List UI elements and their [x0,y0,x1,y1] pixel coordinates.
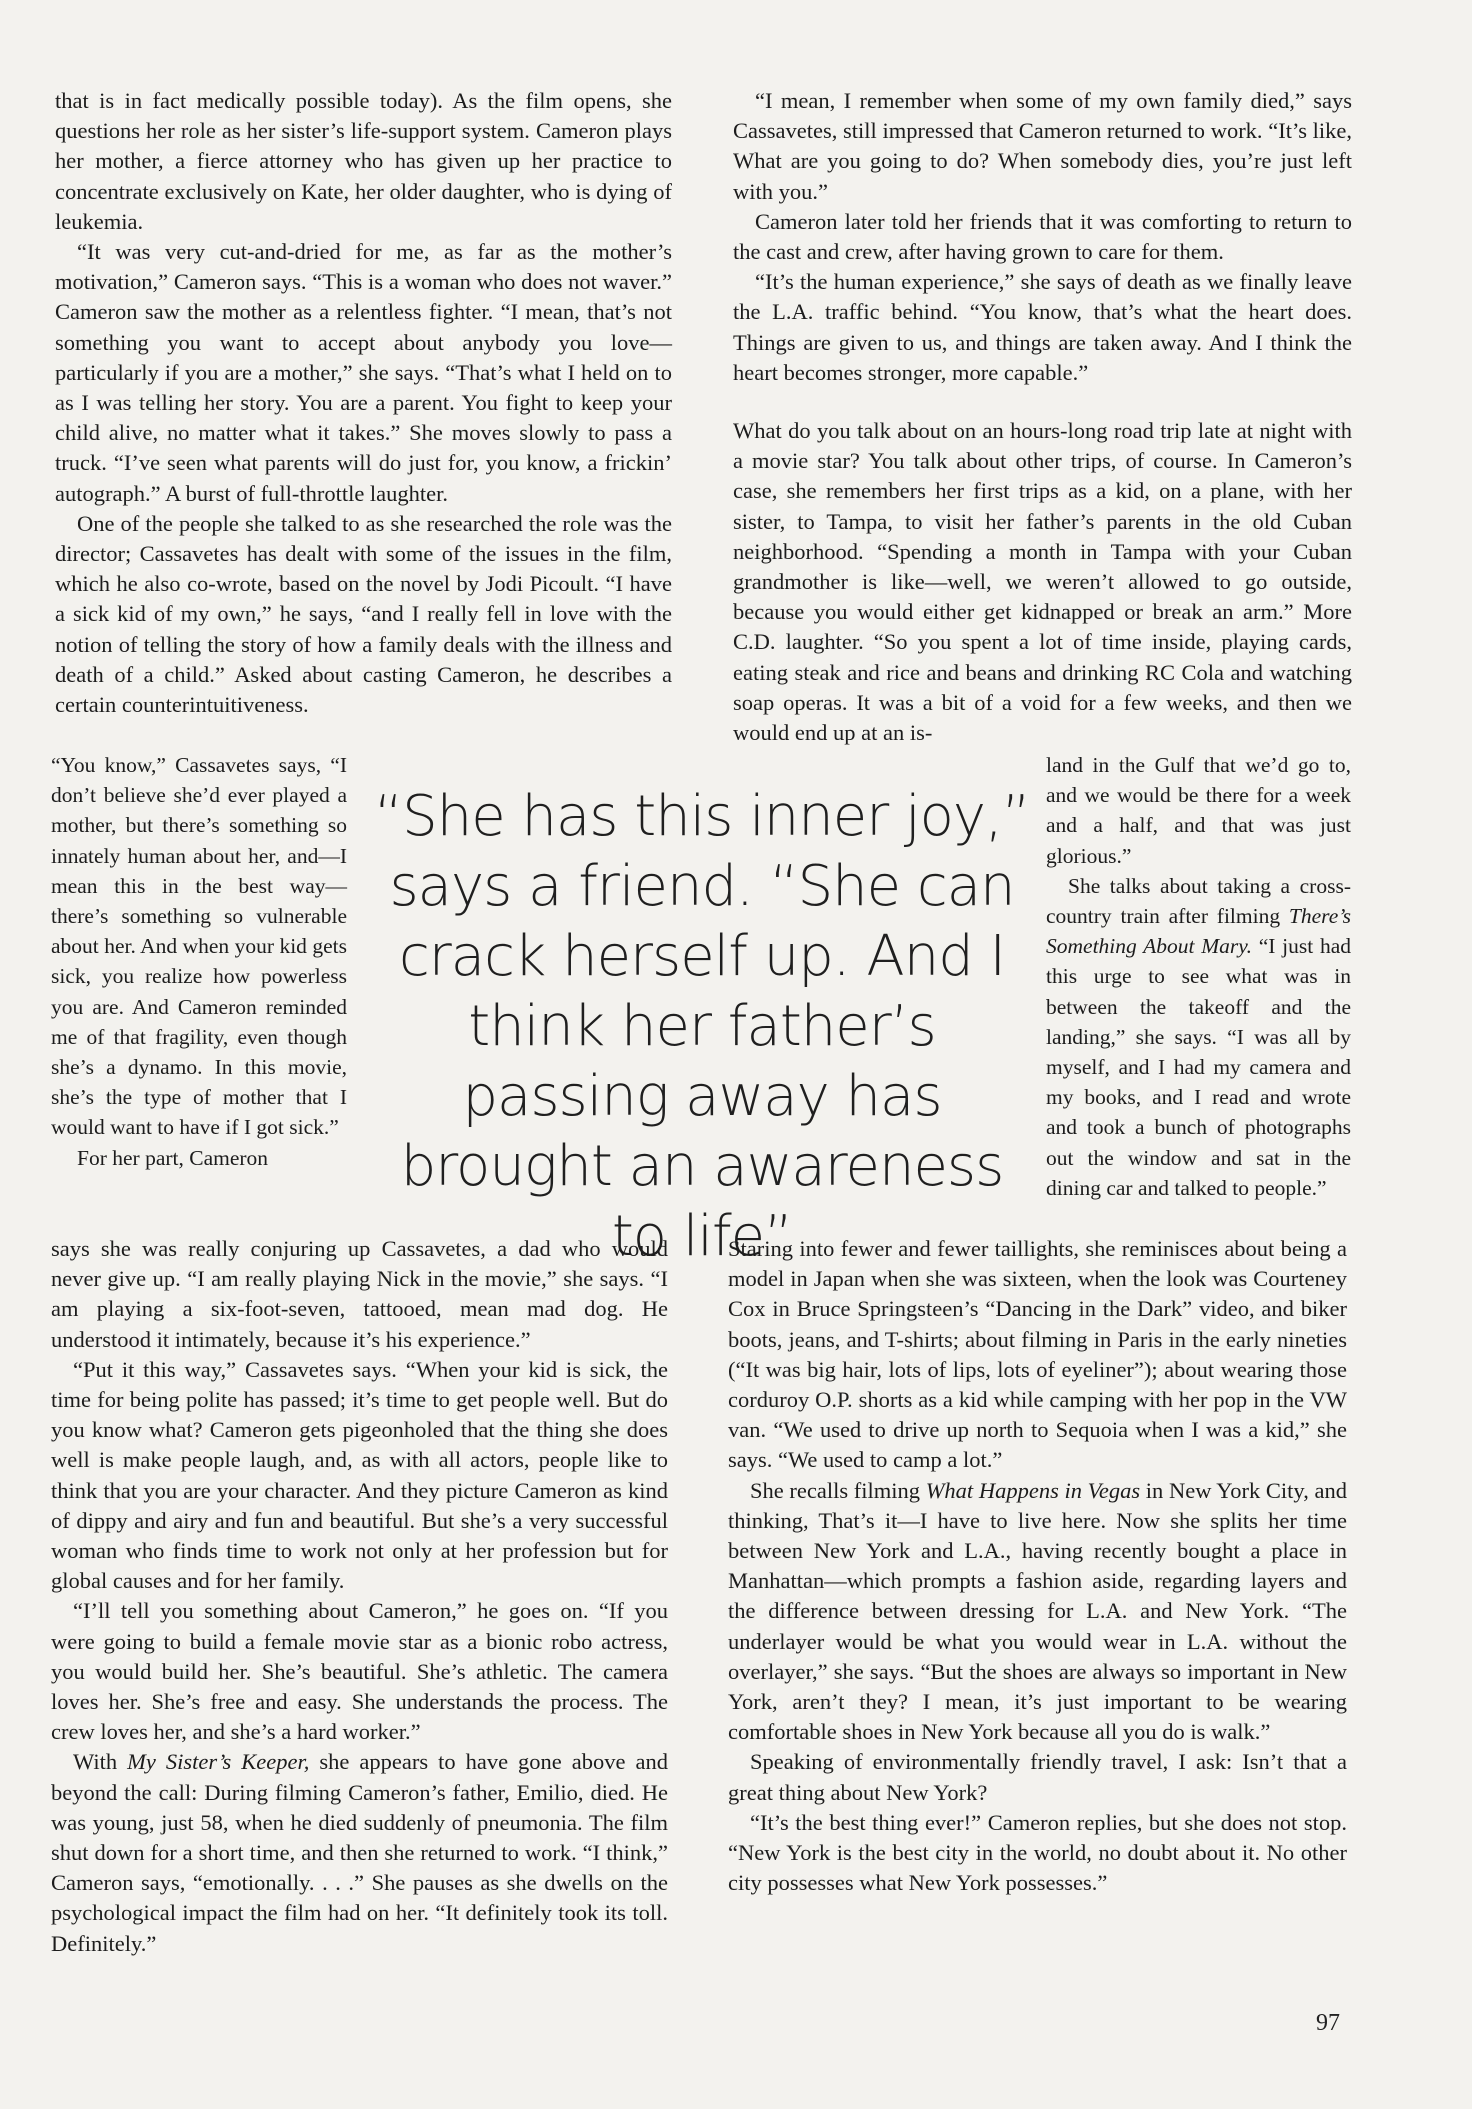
paragraph: “You know,” Cassavetes says, “I don’t believe she’d ever played a mother, but there’s something so innately human about her, and—I mean this in the best way—there’s something so vulnerable about her. And when your kid gets sick, you realize how powerless you are. And Cameron reminded me of that fragility, even though she’s a dynamo. In this movie, she’s the type of mother that I would want to have if I got sick.” [51,753,347,1140]
paragraph: What do you talk about on an hours-long road trip late at night with a movie star? You talk about other trips, of course. In Cameron’s case, she remembers her first trips as a kid, on a plane, with her sister, to Tampa, to visit her father’s parents in the old Cuban neighborhood. “Spending a month in Tampa with your Cuban grandmother is like—well, we weren’t allowed to go outside, because you would either get kidnapped or break an arm.” More C.D. laughter. “So you spent a lot of time inside, playing cards, eating steak and rice and beans and drinking RC Cola and watching soap operas. It was a bit of a void for a few weeks, and then we would end up at an is- [733,418,1352,746]
right-column-bottom [728,1234,1347,1898]
text-run: “I just had this urge to see what was in between the takeoff and the landing,” she says. “I was all by myself, and I had my camera and my books, and I read and wrote and took a bunch of photographs out the window and sat in the dining car and talked to people.” [1046,934,1351,1200]
paragraph: One of the people she talked to as she researched the role was the director; Cassavetes has dealt with some of the issues in the film, which he also co-wrote, based on the novel by Jodi Picoult. “I have a sick kid of my own,” he says, “and I really fell in love with the notion of telling the story of how a family deals with the illness and death of a child.” Asked about casting Cameron, he describes a certain counterintuitiveness. [55,510,672,718]
left-column-top [55,86,672,720]
text-run: she appears to have gone above and beyond the call: During filming Cameron’s father, Emilio, died. He was young, just 58, when he died suddenly of pneumonia. The film shut down for a short time, and then she returned to work. “I think,” Cameron says, “emotionally. . . .” She pauses as she dwells on the psychological impact the film had on her. “It definitely took its toll. Definitely.” [51,1749,668,1956]
text-run: She talks about taking a cross-country train after filming [1046,873,1351,929]
paragraph [728,1476,1347,1748]
paragraph: that is in fact medically possible today). As the film opens, she questions her role as her sister’s life-support system. Cameron plays her mother, a fierce attorney who has given up her practice to concentrate exclusively on Kate, her older daughter, who is dying of leukemia. [55,88,672,234]
pull-quote: “She has this inner joy,” says a friend. “She can crack herself up. And I think her father’s passing away has brought an awareness to life” [374,784,1030,1269]
paragraph [51,1747,668,1958]
left-column-bottom [51,1234,668,1959]
paragraph: “It’s the best thing ever!” Cameron replies, but she does not stop. “New York is the best city in the world, no doubt about it. No other city possesses what New York possesses.” [728,1809,1347,1896]
left-column-narrow [51,750,347,1173]
paragraph [1046,871,1351,1203]
right-column-top [733,86,1352,748]
paragraph: Cameron later told her friends that it was comforting to return to the cast and crew, after having grown to care for them. [733,208,1352,265]
film-title: My Sister’s Keeper, [127,1749,310,1775]
paragraph: Staring into fewer and fewer taillights, she reminisces about being a model in Japan when she was sixteen, when the look was Courteney Cox in Bruce Springsteen’s “Dancing in the Dark” video, and biker boots, jeans, and T-shirts; about filming in Paris in the early nineties (“It was big hair, lots of lips, lots of eyeliner”); about wearing those corduroy O.P. shorts as a kid while camping with her pop in the VW van. “We used to drive up north to Sequoia when I was a kid,” she says. “We used to camp a lot.” [728,1236,1347,1473]
text-run: With [73,1749,128,1775]
paragraph: Speaking of environmentally friendly travel, I ask: Isn’t that a great thing about New York? [728,1749,1347,1805]
paragraph: “It’s the human experience,” she says of death as we finally leave the L.A. traffic behind. “You know, that’s what the heart does. Things are given to us, and things are taken away. And I think the heart becomes stronger, more capable.” [733,269,1352,385]
film-title: There’s Something About Mary. [1046,904,1351,959]
right-column-narrow [1046,750,1351,1203]
paragraph: land in the Gulf that we’d go to, and we would be there for a week and a half, and that was just glorious.” [1046,753,1351,868]
page-number: 97 [1316,2010,1340,2036]
paragraph: “I’ll tell you something about Cameron,” he goes on. “If you were going to build a female movie star as a bionic robo actress, you would build her. She’s beautiful. She’s athletic. The camera loves her. She’s free and easy. She understands the process. The crew loves her, and she’s a hard worker.” [51,1598,668,1745]
paragraph: For her part, Cameron [77,1145,269,1170]
paragraph: “Put it this way,” Cassavetes says. “When your kid is sick, the time for being polite has passed; it’s time to get people well. But do you know what? Cameron gets pigeonholed that the thing she does well is make people laugh, and, as with all actors, people like to think that you are your character. And they picture Cameron as kind of dippy and airy and fun and beautiful. But she’s a very successful woman who finds time to work not only at her profession but for global causes and for her family. [51,1356,668,1594]
film-title: What Happens in Vegas [925,1477,1141,1503]
paragraph: says she was really conjuring up Cassavetes, a dad who would never give up. “I am really playing Nick in the movie,” she says. “I am playing a six-foot-seven, tattooed, mean mad dog. He understood it intimately, because it’s his experience.” [51,1236,668,1352]
text-run: in New York City, and thinking, That’s it—I have to live here. Now she splits her time between New York and L.A., having recently bought a place in Manhattan—which prompts a fashion aside, regarding layers and the difference between dressing for L.A. and New York. “The underlayer would be what you would wear in L.A. without the overlayer,” she says. “But the shoes are always so important in New York, aren’t they? I mean, it’s just important to be wearing comfortable shoes in New York because all you do is walk.” [728,1477,1347,1745]
text-run: She recalls filming [750,1477,926,1503]
paragraph: “I mean, I remember when some of my own family died,” says Cassavetes, still impressed that Cameron returned to work. “It’s like, What are you going to do? When somebody dies, you’re just left with you.” [733,88,1352,204]
paragraph: “It was very cut-and-dried for me, as far as the mother’s motivation,” Cameron says. “This is a woman who does not waver.” Cameron saw the mother as a relentless fighter. “I mean, that’s not something you want to accept about anybody you love—particularly if you are a mother,” she says. “That’s what I held on to as I was telling her story. You are a parent. You fight to keep your child alive, no matter what it takes.” She moves slowly to pass a truck. “I’ve seen what parents will do just for, you know, a frickin’ autograph.” A burst of full-throttle laughter. [55,239,672,506]
